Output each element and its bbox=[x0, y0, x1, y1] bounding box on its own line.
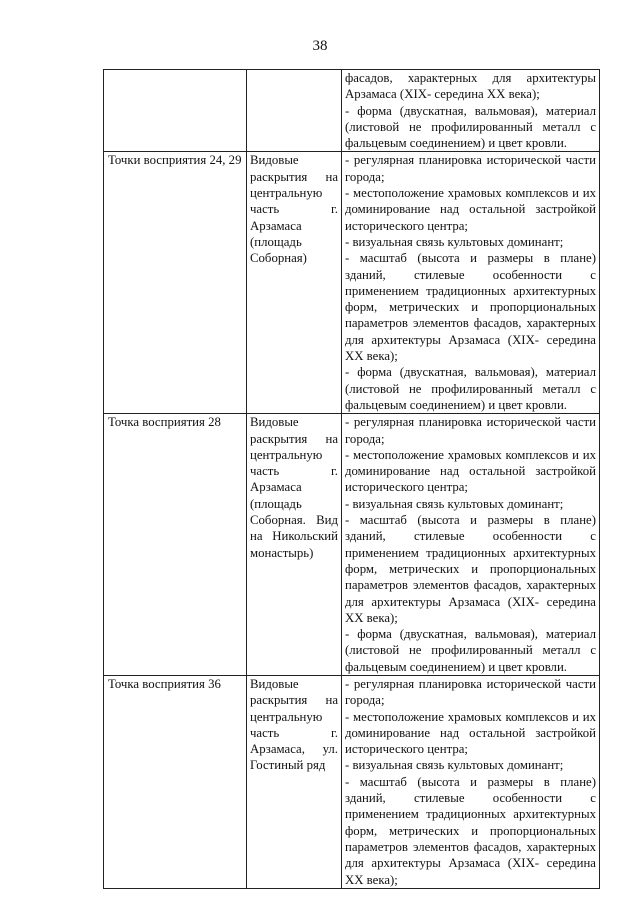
requirement-item: - масштаб (высота и размеры в плане) зданий, стилевые особенности с применением традиционных архитектурных форм, метрических и пропорциональных параметров элементов фасадов, характерных для архитектуры Арзамаса (XIX- середина XX века); bbox=[345, 251, 596, 364]
table-row bbox=[104, 152, 600, 414]
requirement-item: - регулярная планировка исторической части города; bbox=[345, 676, 596, 708]
requirement-item: - масштаб (высота и размеры в плане) зданий, стилевые особенности с применением традиционных архитектурных форм, метрических и пропорциональных параметров элементов фасадов, характерных для архитектуры Арзамаса (XIX- середина XX века); bbox=[345, 774, 596, 887]
view-description-cell: Видовые раскрытия на центральную часть г. Арзамаса (площадь Соборная) bbox=[247, 152, 342, 414]
perception-point-cell: Точка восприятия 28 bbox=[104, 414, 247, 676]
table-row bbox=[104, 70, 600, 152]
requirement-item: - визуальная связь культовых доминант; bbox=[345, 758, 564, 773]
view-description-cell: Видовые раскрытия на центральную часть г. Арзамаса, ул. Гостиный ряд bbox=[247, 675, 342, 888]
requirements-cell bbox=[342, 414, 600, 676]
requirement-item: - визуальная связь культовых доминант; bbox=[345, 496, 564, 511]
table-row bbox=[104, 675, 600, 888]
requirements-cell bbox=[342, 152, 600, 414]
requirements-cell bbox=[342, 70, 600, 152]
requirement-item: - местоположение храмовых комплексов и их доминирование над остальной застройкой исторического центра; bbox=[345, 709, 596, 757]
requirement-item: - регулярная планировка исторической части города; bbox=[345, 153, 596, 184]
table-row bbox=[104, 414, 600, 676]
regulations-table bbox=[103, 69, 600, 889]
view-description-cell: Видовые раскрытия на центральную часть г. Арзамаса (площадь Соборная. Вид на Никольский монастырь) bbox=[247, 414, 342, 676]
perception-point-cell: Точки восприятия 24, 29 bbox=[104, 152, 247, 414]
requirement-item: - форма (двускатная, вальмовая), материал (листовой не профилированный металл с фальцевым соединением) и цвет кровли. bbox=[345, 627, 596, 674]
requirement-item: - регулярная планировка исторической части города; bbox=[345, 415, 596, 446]
table-body bbox=[104, 70, 600, 889]
requirement-item: - форма (двускатная, вальмовая), материал (листовой не профилированный металл с фальцевым соединением) и цвет кровли. bbox=[345, 103, 596, 151]
perception-point-cell: Точка восприятия 36 bbox=[104, 675, 247, 888]
view-description-cell bbox=[247, 70, 342, 152]
requirement-item: - местоположение храмовых комплексов и их доминирование над остальной застройкой исторического центра; bbox=[345, 447, 596, 495]
requirement-item: - местоположение храмовых комплексов и их доминирование над остальной застройкой исторического центра; bbox=[345, 186, 596, 233]
perception-point-cell bbox=[104, 70, 247, 152]
requirement-item: - визуальная связь культовых доминант; bbox=[345, 234, 564, 249]
requirement-item: фасадов, характерных для архитектуры Арзамаса (XIX- середина XX века); bbox=[345, 71, 596, 102]
page-number: 38 bbox=[312, 38, 328, 54]
requirement-item: - форма (двускатная, вальмовая), материал (листовой не профилированный металл с фальцевым соединением) и цвет кровли. bbox=[345, 365, 596, 412]
requirement-item: - масштаб (высота и размеры в плане) зданий, стилевые особенности с применением традиционных архитектурных форм, метрических и пропорциональных параметров элементов фасадов, характерных для архитектуры Арзамаса (XIX- середина XX века); bbox=[345, 513, 596, 625]
requirements-cell bbox=[342, 675, 600, 888]
